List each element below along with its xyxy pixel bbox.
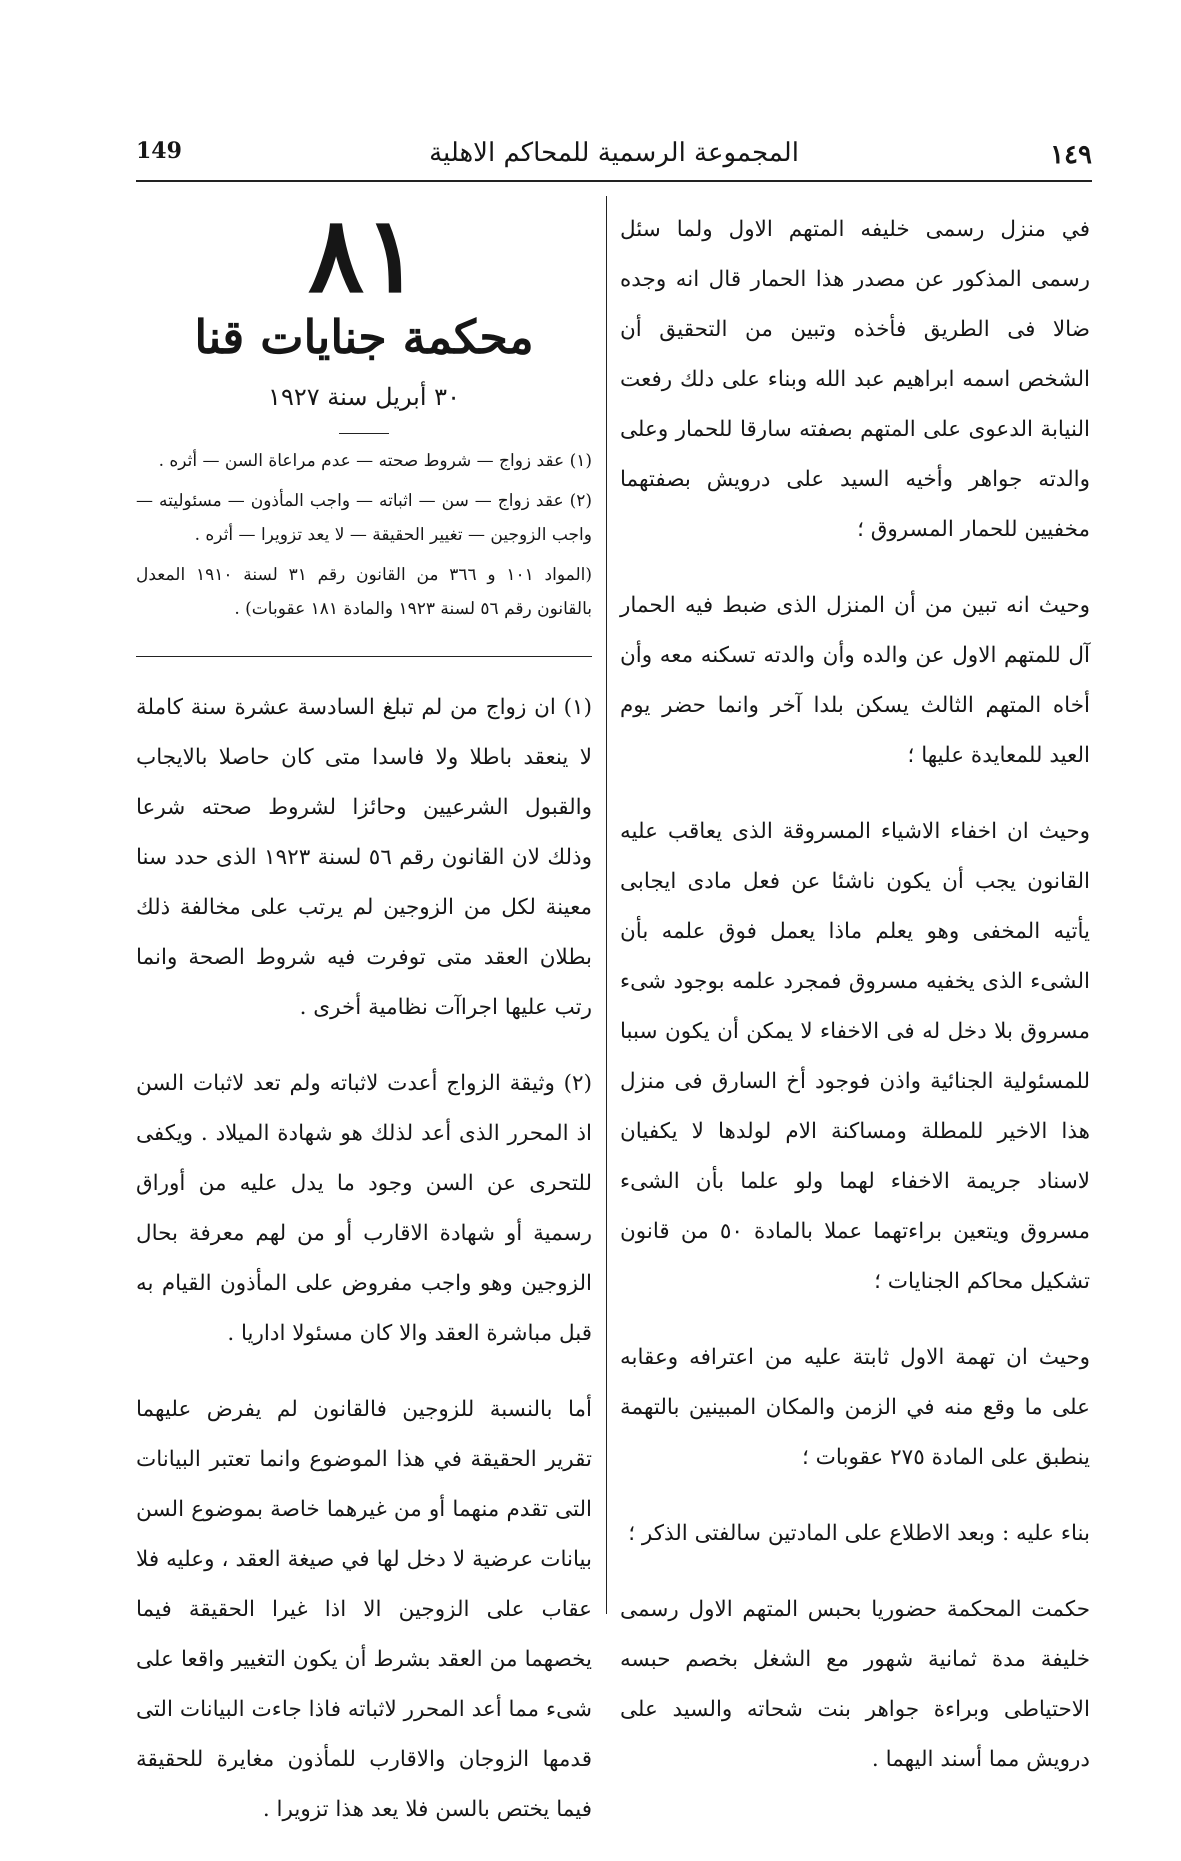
- paragraph: حكمت المحكمة حضوريا بحبس المتهم الاول رسمى خليفة مدة ثمانية شهور مع الشغل بخصم حبسه الاحتياطى وبراءة جواهر بنت شحاته والسيد على درويش مما أسند اليهما .: [620, 1597, 1090, 1772]
- summary-item: (١) عقد زواج — شروط صحته — عدم مراعاة السن — أثره .: [158, 451, 592, 471]
- page-header: [136, 128, 1092, 178]
- right-column: [620, 205, 1090, 1811]
- paragraph: أما بالنسبة للزوجين فالقانون لم يفرض عليهما تقرير الحقيقة في هذا الموضوع وانما تعتبر البيانات التى تقدم منهما أو من غيرهما خاصة بموضوع السن بيانات عرضية لا دخل لها في صيغة العقد ، وعليه فلا عقاب على الزوجين الا اذا غيرا الحقيقة فيما يخصهما من العقد بشرط أن يكون التغيير واقعا على شىء مما أعد المحرر لاثباته فاذا جاءت البيانات التى قدمها الزوجان والاقارب للمأذون مغايرة للحقيقة فيما يختص بالسن فلا يعد هذا تزويرا .: [136, 1397, 592, 1822]
- paragraph: في منزل رسمى خليفه المتهم الاول ولما سئل رسمى المذكور عن مصدر هذا الحمار قال انه وجده ضالا فى الطريق فأخذه وتبين من التحقيق أن الشخص اسمه ابراهيم عبد الله وبناء على دلك رفعت النيابة الدعوى على المتهم بصفته سارقا للحمار وعلى والدته جواهر وأخيه السيد على درويش بصفتهما مخفيين للحمار المسروق ؛: [620, 217, 1090, 542]
- short-divider: [339, 433, 389, 434]
- paragraph: (٢) وثيقة الزواج أعدت لاثباته ولم تعد لاثبات السن اذ المحرر الذى أعد لذلك هو شهادة الميلاد . ويكفى للتحرى عن السن وجود ما يدل عليه من أوراق رسمية أو شهادة الاقارب أو من لهم معرفة بحال الزوجين وهو واجب مفروض على المأذون القيام به قبل مباشرة العقد والا كان مسئولا اداريا .: [136, 1071, 592, 1346]
- paragraph: وحيث انه تبين من أن المنزل الذى ضبط فيه الحمار آل للمتهم الاول عن والده وأن والدته تسكنه معه وأن أخاه المتهم الثالث يسكن بلدا آخر وانما حضر يوم العيد للمعايدة عليها ؛: [620, 593, 1090, 768]
- paragraph: وحيث ان اخفاء الاشياء المسروقة الذى يعاقب عليه القانون يجب أن يكون ناشئا عن فعل مادى ايجابى يأتيه المخفى وهو يعلم ماذا يعمل فوق علمه بأن الشىء الذى يخفيه مسروق فمجرد علمه بوجود شىء مسروق بلا دخل له فى الاخفاء لا يمكن أن يكون سببا للمسئولية الجنائية واذن فوجود أخ السارق فى منزل هذا الاخير للمطلة ومساكنة الام لولدها لا يكفيان لاسناد جريمة الاخفاء لهما ولو علما بأن الشىء مسروق ويتعين براءتهما عملا بالمادة ٥٠ من قانون تشكيل محاكم الجنايات ؛: [620, 819, 1091, 1294]
- column-divider: [606, 196, 607, 1614]
- section-divider: [136, 656, 592, 657]
- paragraph: وحيث ان تهمة الاول ثابتة عليه من اعترافه وعقابه على ما وقع منه في الزمن والمكان المبينين بالتهمة ينطبق على المادة ٢٧٥ عقوبات ؛: [620, 1345, 1090, 1470]
- summary-item: (٢) عقد زواج — سن — اثباته — واجب المأذون — مسئوليته — واجب الزوجين — تغيير الحقيقة — لا يعد تزويرا — أثره .: [136, 491, 592, 545]
- left-column: [136, 193, 592, 1861]
- header-rule: [136, 180, 1092, 182]
- case-number: ٨١: [308, 193, 420, 316]
- court-name: محكمة جنايات قنا: [194, 310, 534, 364]
- laws-reference: (المواد ١٠١ و ٣٦٦ من القانون رقم ٣١ لسنة ١٩١٠ المعدل بالقانون رقم ٥٦ لسنة ١٩٢٣ والمادة ١٨١ عقوبات) .: [136, 565, 592, 619]
- judgment-date: ٣٠ أبريل سنة ١٩٢٧: [268, 383, 460, 411]
- paragraph: بناء عليه : وبعد الاطلاع على المادتين سالفتى الذكر ؛: [628, 1521, 1090, 1546]
- page-number-latin: 149: [136, 138, 182, 164]
- page-number-arabic: ١٤٩: [1050, 140, 1092, 170]
- journal-title: المجموعة الرسمية للمحاكم الاهلية: [429, 138, 799, 168]
- paragraph: (١) ان زواج من لم تبلغ السادسة عشرة سنة كاملة لا ينعقد باطلا ولا فاسدا متى كان حاصلا بالايجاب والقبول الشرعيين وحائزا لشروط صحته شرعا وذلك لان القانون رقم ٥٦ لسنة ١٩٢٣ الذى حدد سنا معينة لكل من الزوجين لم يرتب على مخالفة ذلك بطلان العقد متى توفرت فيه شروط الصحة وانما رتب عليها اجراآت نظامية أخرى .: [136, 695, 592, 1020]
